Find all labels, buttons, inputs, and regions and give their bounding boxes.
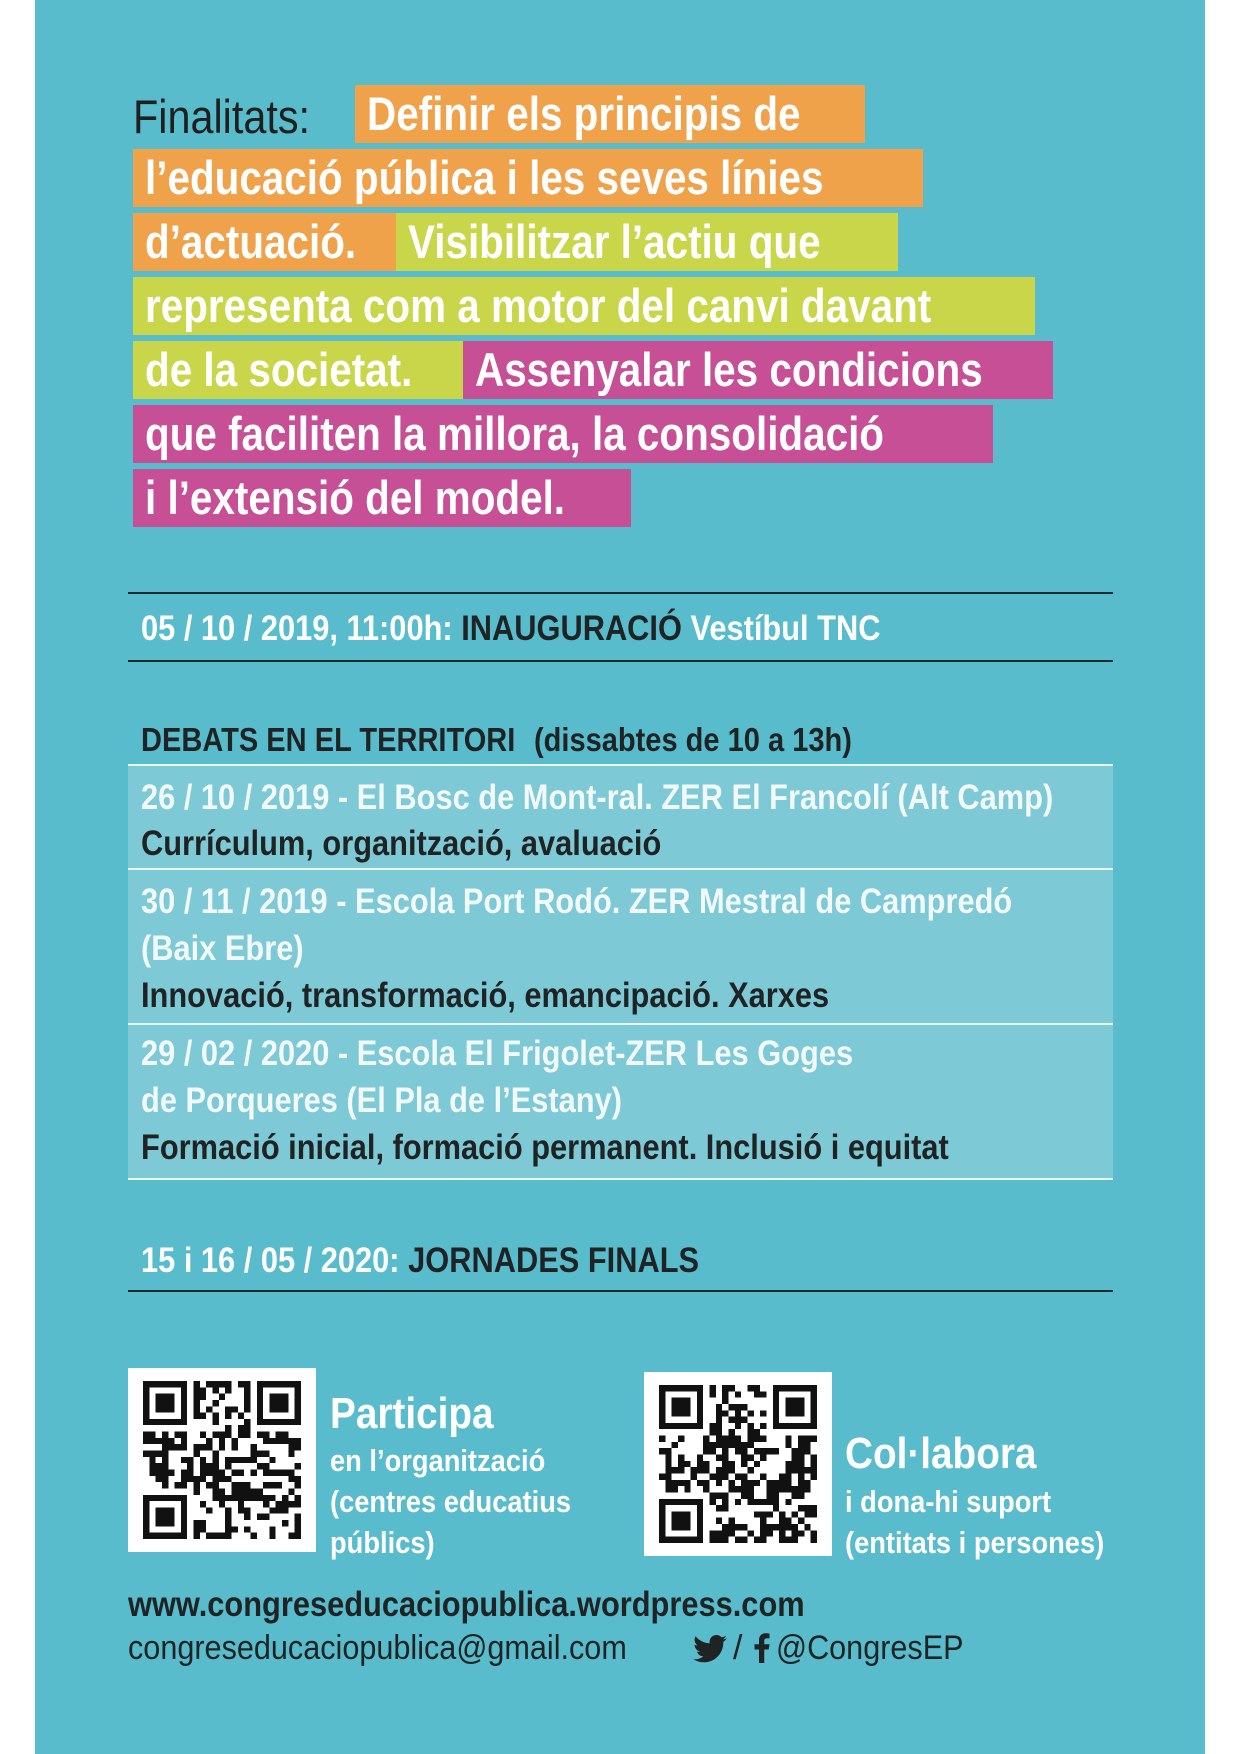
finalitats-line-2: l’educació pública i les seves línies xyxy=(133,149,923,207)
participa-line-1: en l’organització xyxy=(330,1443,546,1478)
divider xyxy=(128,1290,1113,1292)
inauguracio-row xyxy=(141,608,880,650)
debats-title: DEBATS EN EL TERRITORI xyxy=(141,721,516,758)
website-link[interactable]: www.congreseducaciopublica.wordpress.com xyxy=(128,1585,805,1624)
participa-title: Participa xyxy=(330,1389,494,1438)
collabora-title: Col·labora xyxy=(845,1429,1037,1478)
facebook-icon[interactable] xyxy=(754,1633,770,1663)
jornades-row xyxy=(141,1240,699,1282)
finalitats-line-8: que faciliten la millora, la consolidació xyxy=(133,405,993,463)
email-link[interactable]: congreseducaciopublica@gmail.com xyxy=(128,1629,627,1667)
debat-3-topic: Formació inicial, formació permanent. Inclusió i equitat xyxy=(141,1128,949,1167)
inauguracio-date: 05 / 10 / 2019, 11:00h: xyxy=(141,609,453,648)
twitter-icon[interactable] xyxy=(692,1635,728,1663)
participa-line-3: públics) xyxy=(330,1525,435,1560)
qr-code-participa[interactable] xyxy=(128,1368,316,1552)
jornades-title: JORNADES FINALS xyxy=(408,1241,700,1280)
inauguracio-title: INAUGURACIÓ xyxy=(461,609,682,648)
collabora-line-1: i dona-hi suport xyxy=(845,1484,1052,1519)
debat-2-line2: (Baix Ebre) xyxy=(141,929,304,968)
divider xyxy=(128,592,1113,594)
debat-1-topic: Currículum, organització, avaluació xyxy=(141,824,662,863)
debat-2-topic: Innovació, transformació, emancipació. Xarxes xyxy=(141,976,830,1015)
inauguracio-place: Vestíbul TNC xyxy=(690,609,881,648)
finalitats-label: Finalitats: xyxy=(133,90,311,143)
finalitats-line-4: Visibilitzar l’actiu que xyxy=(396,213,898,271)
participa-line-2: (centres educatius xyxy=(330,1484,572,1519)
collabora-line-2: (entitats i persones) xyxy=(845,1525,1105,1560)
debats-note: (dissabtes de 10 a 13h) xyxy=(533,721,852,758)
debat-1-line1: 26 / 10 / 2019 - El Bosc de Mont-ral. ZER El Francolí (Alt Camp) xyxy=(141,778,1054,817)
finalitats-line-9: i l’extensió del model. xyxy=(133,469,631,527)
finalitats-line-5: representa com a motor del canvi davant xyxy=(133,277,1035,335)
debat-3-line2: de Porqueres (El Pla de l’Estany) xyxy=(141,1081,622,1120)
qr-code-collabora[interactable] xyxy=(644,1372,832,1556)
finalitats-line-3: d’actuació. xyxy=(133,213,396,271)
social-handle[interactable]: @CongresEP xyxy=(776,1629,964,1667)
divider xyxy=(128,1178,1113,1180)
finalitats-line-7: Assenyalar les condicions xyxy=(463,341,1053,399)
debats-heading xyxy=(141,720,852,760)
debat-3-line1: 29 / 02 / 2020 - Escola El Frigolet-ZER Les Goges xyxy=(141,1034,854,1073)
finalitats-line-1: Definir els principis de xyxy=(355,85,865,143)
divider xyxy=(128,660,1113,662)
social-separator: / xyxy=(733,1629,743,1667)
debat-2-line1: 30 / 11 / 2019 - Escola Port Rodó. ZER Mestral de Campredó xyxy=(141,882,1013,921)
jornades-date: 15 i 16 / 05 / 2020: xyxy=(141,1241,400,1280)
finalitats-line-6: de la societat. xyxy=(133,341,463,399)
